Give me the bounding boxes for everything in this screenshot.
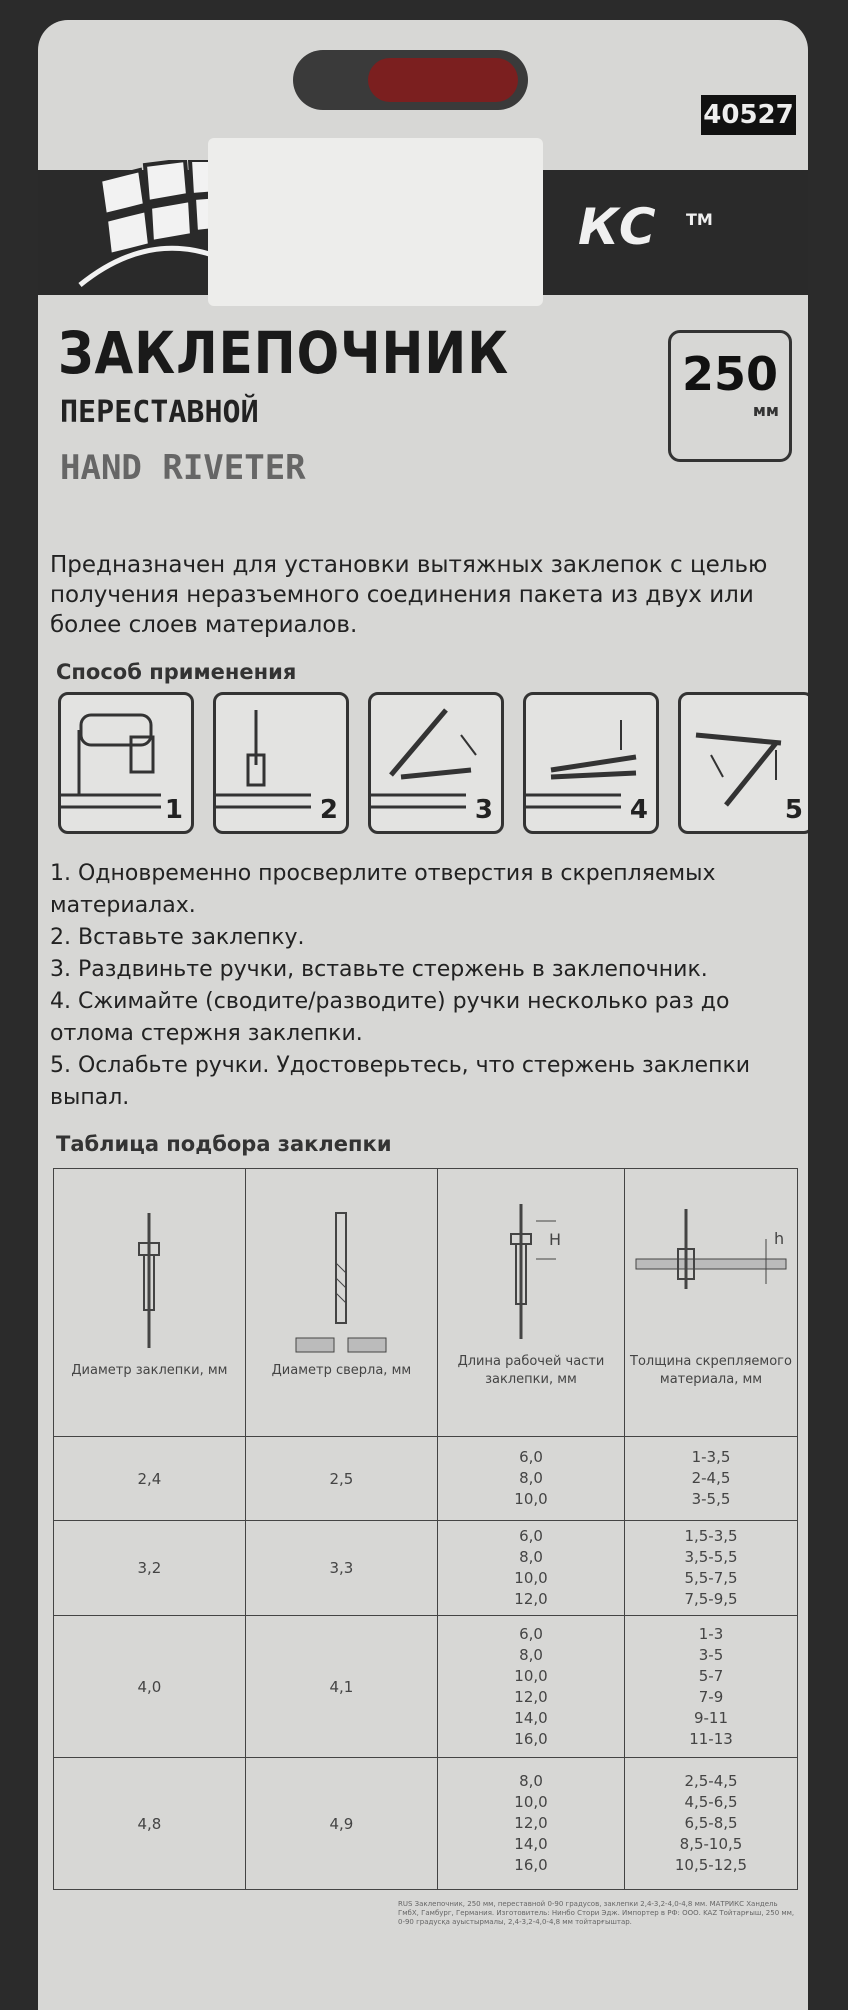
drill-diameter-cell: 2,5 <box>245 1437 437 1521</box>
length-value: 10,0 <box>514 1490 548 1508</box>
table-row <box>54 1521 798 1616</box>
usage-panel-3 <box>368 692 504 834</box>
article-number: 40527 <box>701 95 796 135</box>
length-value: 6,0 <box>519 1448 543 1466</box>
length-value: 14,0 <box>514 1835 548 1853</box>
rivet-diameter-cell: 4,8 <box>54 1758 246 1890</box>
header-drill-diameter <box>245 1169 437 1437</box>
usage-panel-2 <box>213 692 349 834</box>
table-row <box>54 1437 798 1521</box>
size-value: 250 <box>681 347 779 401</box>
product-title: ЗАКЛЕПОЧНИК <box>58 320 510 387</box>
thickness-value: 6,5-8,5 <box>684 1814 738 1832</box>
header-label: Диаметр заклепки, мм <box>71 1363 228 1378</box>
header-rivet-diameter <box>54 1169 246 1437</box>
product-subtitle: ПЕРЕСТАВНОЙ <box>60 395 259 430</box>
packaging-card <box>38 20 808 2010</box>
length-symbol: H <box>548 1230 562 1249</box>
rivet-length-diagram-icon <box>491 1199 571 1349</box>
thickness-value: 5-7 <box>698 1666 724 1685</box>
length-cell <box>437 1521 624 1616</box>
length-value: 16,0 <box>514 1729 548 1748</box>
length-value: 8,0 <box>519 1469 543 1487</box>
thickness-value: 1-3 <box>698 1624 724 1643</box>
rivet-table-title: Таблица подбора заклепки <box>56 1132 392 1156</box>
drill-diameter-cell: 4,9 <box>245 1758 437 1890</box>
usage-steps <box>50 858 800 1114</box>
rivet-diameter-cell: 3,2 <box>54 1521 246 1616</box>
thickness-cell <box>625 1616 798 1758</box>
usage-panel-number: 1 <box>164 795 183 825</box>
rivet-diagram-icon <box>129 1208 169 1358</box>
thickness-cell <box>625 1521 798 1616</box>
thickness-value: 9-11 <box>693 1708 729 1727</box>
table-row <box>54 1758 798 1890</box>
length-value: 10,0 <box>514 1569 548 1587</box>
length-value: 6,0 <box>519 1624 543 1643</box>
thickness-value: 8,5-10,5 <box>679 1835 743 1853</box>
hang-hole-background <box>368 58 518 102</box>
length-value: 12,0 <box>514 1687 548 1706</box>
rivet-diameter-cell: 4,0 <box>54 1616 246 1758</box>
product-description: Предназначен для установки вытяжных заклепок с целью получения неразъемного соединения пакета из двух или более слоев материалов. <box>50 552 768 638</box>
rivet-table <box>53 1168 798 1890</box>
thickness-value: 3,5-5,5 <box>684 1548 738 1566</box>
product-subtitle-en: HAND RIVETER <box>60 448 306 488</box>
header-label: Длина рабочей части заклепки, мм <box>457 1354 605 1387</box>
thickness-value: 1-3,5 <box>691 1448 731 1466</box>
length-value: 10,0 <box>514 1666 548 1685</box>
usage-step: 1. Одновременно просверлите отверстия в скрепляемых материалах. <box>50 861 716 918</box>
length-value: 8,0 <box>519 1548 543 1566</box>
length-value: 6,0 <box>519 1527 543 1545</box>
size-badge <box>668 330 792 462</box>
drill-bit-icon <box>291 1208 391 1358</box>
usage-panel-number: 3 <box>474 795 493 825</box>
header-material-thickness <box>625 1169 798 1437</box>
usage-step: 2. Вставьте заклепку. <box>50 925 305 950</box>
fine-print: RUS Заклепочник, 250 мм, переставной 0-90 градусов, заклепки 2,4-3,2-4,0-4,8 мм. МАТРИКС Хандель ГмбХ, Гамбург, Германия. Изготовитель: Нинбо Стори Эдж. Импортер в РФ: ООО. KAZ Тойтарғыш, 250 мм, 0-90 градусқа ауыстырмалы, 2,4-3,2-4,0-4,8 мм тойтарғыштар. <box>398 1900 795 1926</box>
usage-step: 5. Ослабьте ручки. Удостоверьтесь, что стержень заклепки выпал. <box>50 1053 751 1110</box>
thickness-symbol: h <box>774 1229 785 1248</box>
table-row <box>54 1616 798 1758</box>
usage-step: 3. Раздвиньте ручки, вставьте стержень в заклепочник. <box>50 957 708 982</box>
length-value: 10,0 <box>514 1793 548 1811</box>
thickness-value: 5,5-7,5 <box>684 1569 738 1587</box>
drill-diameter-cell: 3,3 <box>245 1521 437 1616</box>
usage-panel-5 <box>678 692 808 834</box>
header-working-length <box>437 1169 624 1437</box>
length-value: 8,0 <box>519 1645 543 1664</box>
thickness-cell <box>625 1437 798 1521</box>
thickness-cell <box>625 1758 798 1890</box>
thickness-value: 2,5-4,5 <box>684 1772 738 1790</box>
header-label: Диаметр сверла, мм <box>271 1363 412 1378</box>
thickness-value: 2-4,5 <box>691 1469 731 1487</box>
length-cell <box>437 1437 624 1521</box>
length-value: 12,0 <box>514 1814 548 1832</box>
thickness-value: 1,5-3,5 <box>684 1527 738 1545</box>
size-unit: мм <box>752 401 779 420</box>
thickness-value: 10,5-12,5 <box>674 1856 748 1874</box>
thickness-value: 4,5-6,5 <box>684 1793 738 1811</box>
thickness-value: 3-5,5 <box>691 1490 731 1508</box>
rivet-table-header <box>54 1169 798 1437</box>
header-label: Толщина скрепляемого материала, мм <box>630 1354 792 1387</box>
usage-title: Способ применения <box>56 660 297 684</box>
brand-name: КС <box>578 198 656 256</box>
usage-panel-4 <box>523 692 659 834</box>
usage-step: 4. Сжимайте (сводите/разводите) ручки несколько раз до отлома стержня заклепки. <box>50 989 730 1046</box>
length-value: 12,0 <box>514 1590 548 1608</box>
trademark-mark: ТМ <box>686 210 713 229</box>
length-value: 16,0 <box>514 1856 548 1874</box>
length-cell <box>437 1616 624 1758</box>
usage-panel-number: 5 <box>784 795 803 825</box>
joint-diagram-icon <box>626 1199 796 1349</box>
drill-diameter-cell: 4,1 <box>245 1616 437 1758</box>
length-value: 8,0 <box>519 1772 543 1790</box>
usage-panel-1 <box>58 692 194 834</box>
thickness-value: 3-5 <box>698 1645 724 1664</box>
thickness-value: 11-13 <box>689 1729 733 1748</box>
thickness-value: 7,5-9,5 <box>684 1590 738 1608</box>
usage-panel-number: 2 <box>319 795 338 825</box>
rivet-diameter-cell: 2,4 <box>54 1437 246 1521</box>
length-cell <box>437 1758 624 1890</box>
usage-panel-number: 4 <box>629 795 648 825</box>
brand-sticker <box>208 138 543 306</box>
usage-step-panels <box>58 692 803 842</box>
thickness-value: 7-9 <box>698 1687 724 1706</box>
length-value: 14,0 <box>514 1708 548 1727</box>
